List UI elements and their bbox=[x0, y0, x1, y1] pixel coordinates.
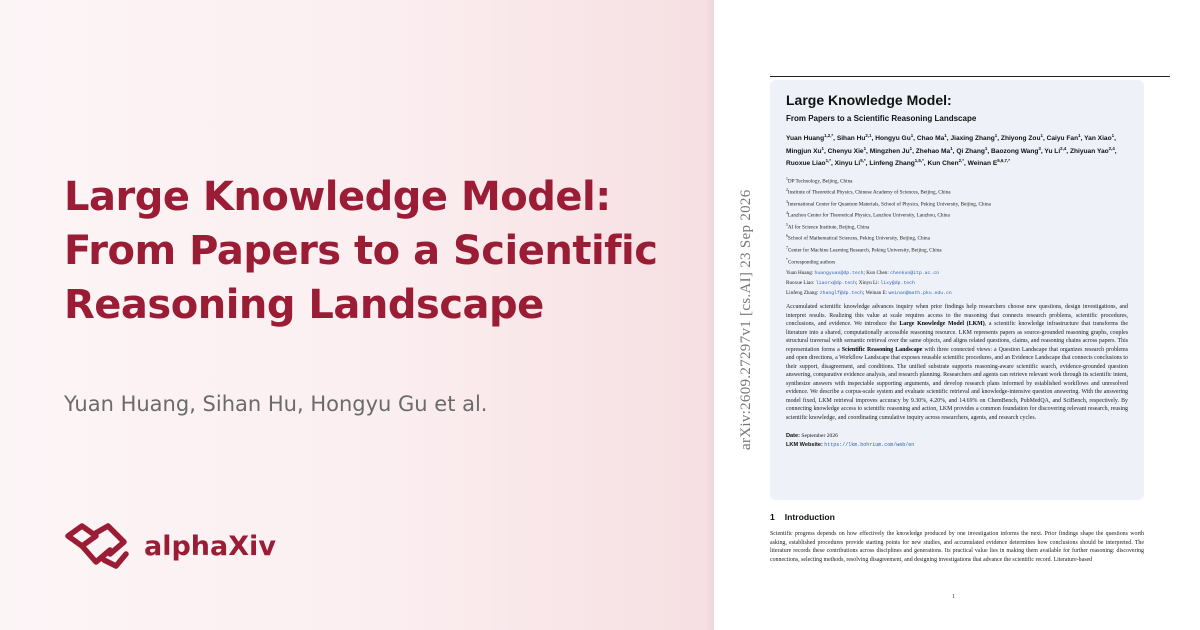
author-affiliation-mark: 2,4 bbox=[1060, 145, 1067, 151]
affiliations bbox=[786, 175, 1128, 267]
affiliation-item: $^1$DP Technology, Beijing, China bbox=[786, 176, 853, 185]
abstract-text: , a scientific knowledge infrastructure that transforms the literature into a shared, computationally accessible reasoning resource. LKM represents papers as source-grounded reasoning graphs, couples structural traversal with semantic retrieval over the same objects, and aligns related questions, claims, and reasoning chains across papers. This representation forms a bbox=[786, 321, 1128, 353]
page-number: 1 bbox=[952, 594, 955, 600]
author-name: Qi Zhang$^1$ bbox=[956, 145, 988, 155]
affiliation-item: *Corresponding authors bbox=[786, 257, 836, 266]
date-label: Date: bbox=[786, 433, 800, 440]
author-name: Baozong Wang$^3$ bbox=[991, 145, 1041, 155]
abstract-text: with three connected views: a Question Landscape that organizes research problems and open directions, a Workflow Landscape that exposes reusable scientific procedures, and an Evidence Landscape that connects conclusions to their support, disagreement, and conditions. The unified substrate supports reasoning-aware scientific search, evidence-grounded question answering, comparative evidence analysis, and research planning. Researchers and agents can retrieve relevant work through its scientific intent, synthesize answers with inspectable supporting arguments, and develop research plans informed by established workflows and unresolved evidence. We describe a corpus-scale system and evaluate scientific retrieval and knowledge-intensive question answering. With the answering model fixed, LKM retrieval improves accuracy by 9.30%, 4.20%, and 14.69% on ChemBench, PubMedQA, and SciBench, respectively. By connecting knowledge access to scientific reasoning and action, LKM provides a common foundation for discovering relevant research, reusing scientific knowledge, and coordinating cumulative inquiry across researchers, agents, and research cycles. bbox=[786, 346, 1129, 421]
brand[interactable] bbox=[64, 520, 276, 572]
website-label: LKM Website: bbox=[786, 442, 823, 449]
author-name: Mingzhen Ju$^1$ bbox=[869, 145, 913, 155]
author-affiliation-mark: 1 bbox=[1111, 133, 1115, 138]
abstract-emphasis: Scientific Reasoning Landscape bbox=[841, 346, 923, 353]
author-affiliation-mark: 3 bbox=[1038, 145, 1041, 151]
author-affiliation-mark: 1 bbox=[1078, 133, 1081, 138]
author-name: Zhiyuan Yao$^{2,4}$ bbox=[1069, 145, 1115, 155]
author-affiliation-mark: 1 bbox=[1040, 133, 1043, 138]
arxiv-stamp: arXiv:2609.27297v1 [cs.AI] 23 Sep 2026 bbox=[738, 189, 754, 450]
abstract-emphasis: Large Knowledge Model (LKM) bbox=[899, 321, 985, 328]
abstract-text: Accumulated scientific knowledge advances inquiry when prior findings help researchers choose new questions, design investigations, and interpret results. Realizing this value at scale requires access to the reasoning that connects research problems, scientific procedures, conclusions, and evidence. We introduce the bbox=[786, 304, 1128, 328]
author-affiliation-mark: 1 bbox=[910, 133, 914, 138]
affiliation-item: $^4$Lanzhou Center for Theoretical Physics, Lanzhou University, Lanzhou, China bbox=[786, 211, 950, 220]
intro-paragraph: Scientific progress depends on how effectively the knowledge produced by one investigation informs the next. Prior findings shape the questions worth asking, established procedures provide starting points for new studies, and accumulated evidence determines how conclusions should be interpreted. The literature records these contributions across disciplines and generations. Its practical value lies in making them available for further reasoning: discovering connections, selecting methods, resolving disagreement, and designing investigations that advance the scientific record. Literature-based bbox=[770, 531, 1144, 563]
author-name: Caiyu Fan$^1$ bbox=[1046, 133, 1081, 143]
author-affiliation-mark: 1,* bbox=[825, 158, 831, 164]
email-link[interactable]: zhanglf@dp.tech bbox=[819, 290, 863, 296]
affiliation-item: $^2$Institute of Theoretical Physics, Chinese Academy of Sciences, Beijing, China bbox=[786, 188, 951, 197]
paper-meta bbox=[786, 432, 1128, 450]
author-name: Mingjun Xu$^1$ bbox=[786, 145, 824, 155]
email-row: Linfeng Zhang: zhanglf@dp.tech; Weinan E: weinan@math.pku.edu.cn bbox=[786, 289, 952, 296]
author-name: Yan Xiao$^1$ bbox=[1084, 133, 1115, 143]
contact-emails bbox=[786, 269, 1128, 298]
author-name: Jiaxing Zhang$^1$ bbox=[950, 133, 998, 143]
author-affiliation-mark: 1 bbox=[984, 145, 988, 151]
author-name: Zhiyong Zou$^1$ bbox=[1000, 133, 1043, 143]
website-line bbox=[786, 441, 1128, 450]
author-affiliation-mark: 1,5,* bbox=[914, 158, 924, 164]
affiliation-item: $^6$School of Mathematical Sciences, Peking University, Beijing, China bbox=[786, 234, 930, 243]
email-row: Yuan Huang: huangyuan@dp.tech; Kun Chen: chenkun@itp.ac.cn bbox=[786, 270, 940, 277]
author-affiliation-mark: 5,* bbox=[860, 158, 866, 164]
paper-title: Large Knowledge Model: bbox=[786, 92, 952, 108]
affiliation-item: $^5$AI for Science Institute, Beijing, China bbox=[786, 222, 870, 231]
section-heading bbox=[770, 512, 835, 522]
paper-page bbox=[714, 0, 1200, 630]
author-affiliation-mark: 2,* bbox=[958, 158, 964, 164]
alphaxiv-logo-icon bbox=[64, 522, 130, 570]
author-name: Linfeng Zhang$^{1,5,*}$ bbox=[869, 158, 924, 168]
author-name: Hongyu Gu$^1$ bbox=[875, 133, 914, 143]
author-affiliation-mark: 2,1 bbox=[865, 133, 872, 138]
email-link[interactable]: lixy@dp.tech bbox=[880, 280, 915, 286]
author-name: Xinyu $Li^{5,*}$ bbox=[834, 158, 866, 168]
date-line bbox=[786, 432, 1128, 441]
section-title: Introduction bbox=[784, 512, 835, 522]
date-value: September 2026 bbox=[801, 433, 838, 440]
email-link[interactable]: liaorx@dp.tech bbox=[815, 280, 856, 286]
author-name: Sihan Hu$^{2,1}$ bbox=[836, 133, 872, 143]
hero-authors: Yuan Huang, Sihan Hu, Hongyu Gu et al. bbox=[64, 392, 488, 416]
website-link[interactable]: https://lkm.bohrium.com/web/en bbox=[824, 442, 915, 449]
title-card bbox=[770, 80, 1144, 500]
brand-name: alphaXiv bbox=[144, 530, 276, 562]
top-rule bbox=[770, 76, 1170, 77]
author-name: Yu Li$^{2,4}$ bbox=[1044, 145, 1067, 155]
author-affiliation-mark: 1 bbox=[944, 133, 947, 138]
author-affiliation-mark: 1 bbox=[950, 145, 953, 151]
email-row: Ruoxue Liao: liaorx@dp.tech; Xinyu Li: lixy@dp.tech bbox=[786, 279, 915, 286]
affiliation-item: $^7$Center for Machine Learning Research, Peking University, Beijing, China bbox=[786, 245, 942, 254]
email-link[interactable]: huangyuan@dp.tech bbox=[814, 271, 864, 277]
author-name: Weinan $E^{5,6,7,*}$ bbox=[967, 158, 1010, 168]
hero-title: Large Knowledge Model: From Papers to a Scientific Reasoning Landscape bbox=[64, 174, 658, 328]
section-number: 1 bbox=[770, 512, 775, 522]
affiliation-item: $^3$International Center for Quantum Materials, School of Physics, Peking University, Beijing, China bbox=[786, 199, 991, 208]
author-name: Yuan Huang$^{1,2,*}$ bbox=[786, 133, 834, 143]
abstract bbox=[786, 303, 1128, 422]
author-affiliation-mark: 2,4 bbox=[1108, 145, 1115, 151]
author-affiliation-mark: 1 bbox=[994, 133, 998, 138]
author-name: Ruoxue Liao$^{1,*}$ bbox=[786, 158, 831, 168]
author-affiliation-mark: 1 bbox=[821, 145, 824, 151]
author-affiliation-mark: 5,6,7,* bbox=[997, 158, 1010, 164]
paper-authors: Yuan Huang$^{1,2,*}$, Sihan Hu$^{2,1}$, Hongyu Gu$^1$, Chao Ma$^1$, Jiaxing Zhang$^1$, Zhiyong Zou$^1$, Caiyu Fan$^1$, Yan Xiao$^1$, Mingjun Xu$^1$, Chenyu Xie$^1$, Mingzhen Ju$^1$, Zhehao Ma$^1$, Qi Zhang$^1$, Baozong Wang$^3$, Yu Li$^{2,4}$, Zhiyuan Yao$^{2,4}$, Ruoxue Liao$^{1,*}$, Xinyu $Li^{5,*}$, Linfeng Zhang$^{1,5,*}$, Kun Chen$^{2,*}$, Weinan $E^{5,6,7,*}$ bbox=[786, 133, 1117, 168]
email-link[interactable]: chenkun@itp.ac.cn bbox=[890, 271, 940, 277]
author-affiliation-mark: 1,2,* bbox=[824, 133, 834, 138]
author-name: Chenyu Xie$^1$ bbox=[827, 145, 867, 155]
author-name: Kun Chen$^{2,*}$ bbox=[927, 158, 964, 168]
author-name: Zhehao Ma$^1$ bbox=[915, 145, 953, 155]
email-link[interactable]: weinan@math.pku.edu.cn bbox=[888, 290, 952, 296]
paper-subtitle: From Papers to a Scientific Reasoning Landscape bbox=[786, 114, 977, 123]
author-name: Chao Ma$^1$ bbox=[916, 133, 947, 143]
author-affiliation-mark: 1 bbox=[909, 145, 913, 151]
author-affiliation-mark: 1 bbox=[863, 145, 867, 151]
